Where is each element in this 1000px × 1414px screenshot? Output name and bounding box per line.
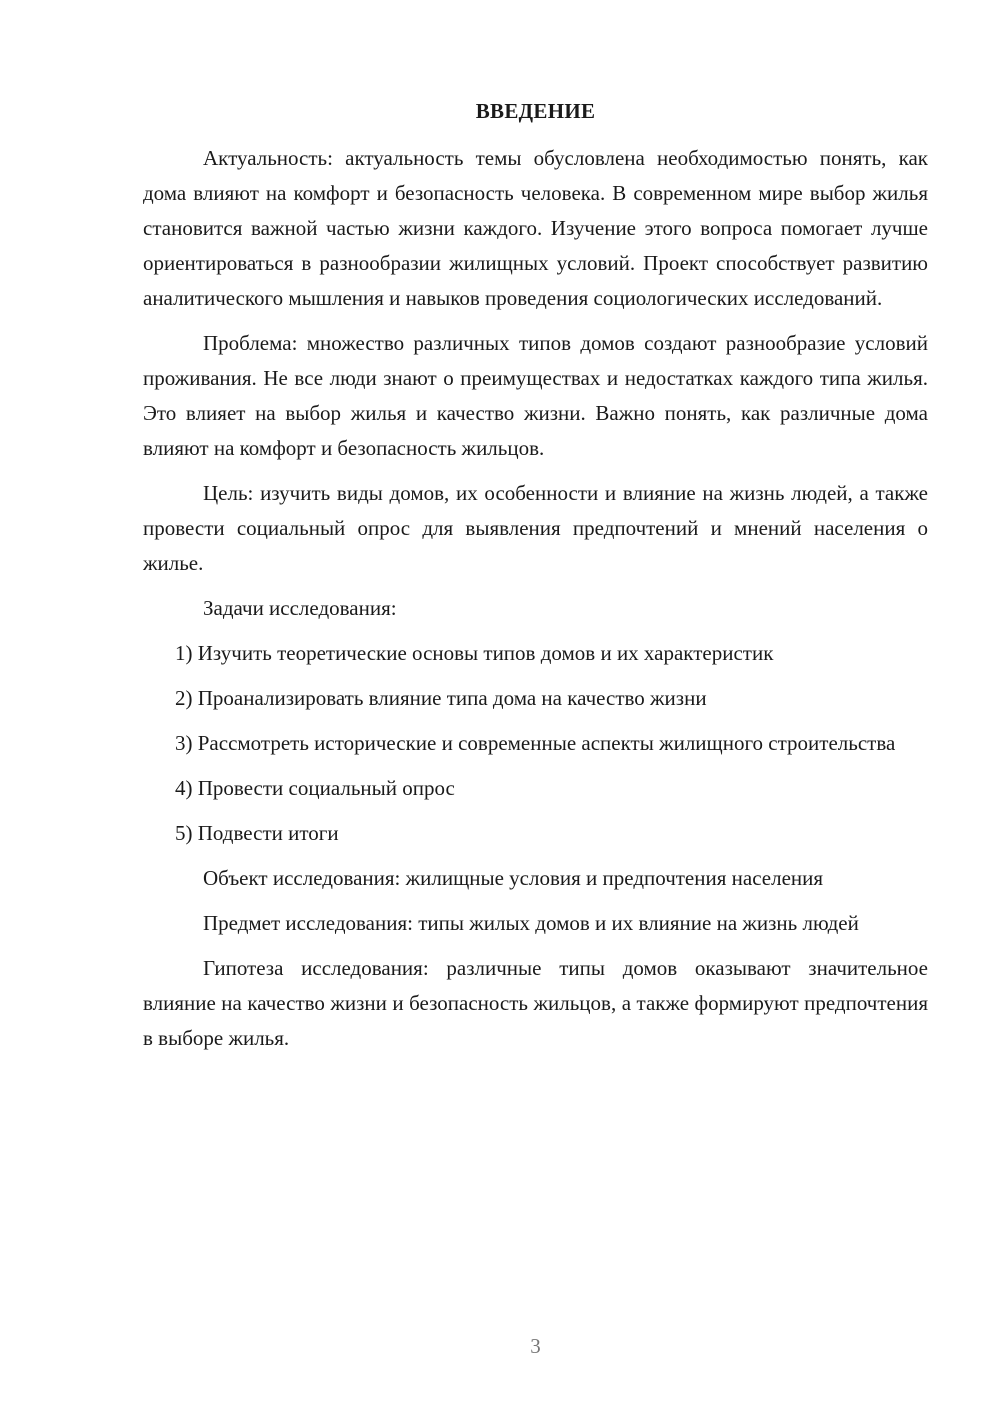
subject-paragraph: Предмет исследования: типы жилых домов и их влияние на жизнь людей	[203, 911, 859, 935]
relevance-paragraph: Актуальность: актуальность темы обусловлена необходимостью понять, как дома влияют на комфорт и безопасность человека. В современном мире выбор жилья становится важной частью жизни каждого. Изучение этого вопроса помогает лучше ориентироваться в разнообразии жилищных условий. Проект способствует развитию аналитического мышления и навыков проведения социологических исследований.	[143, 146, 928, 310]
task-item: 3) Рассмотреть исторические и современные аспекты жилищного строительства	[175, 731, 896, 755]
page-number: 3	[530, 1334, 541, 1358]
hypothesis-paragraph: Гипотеза исследования: различные типы домов оказывают значительное влияние на качество жизни и безопасность жильцов, а также формируют предпочтения в выборе жилья.	[143, 956, 928, 1050]
section-title: ВВЕДЕНИЕ	[475, 99, 596, 123]
goal-paragraph: Цель: изучить виды домов, их особенности и влияние на жизнь людей, а также провести социальный опрос для выявления предпочтений и мнений населения о жилье.	[143, 481, 928, 575]
tasks-heading: Задачи исследования:	[203, 596, 397, 620]
task-item: 1) Изучить теоретические основы типов домов и их характеристик	[175, 641, 774, 665]
task-item: 2) Проанализировать влияние типа дома на качество жизни	[175, 686, 707, 710]
task-item: 4) Провести социальный опрос	[175, 776, 455, 800]
problem-paragraph: Проблема: множество различных типов домов создают разнообразие условий проживания. Не все люди знают о преимуществах и недостатках каждого типа жилья. Это влияет на выбор жилья и качество жизни. Важно понять, как различные дома влияют на комфорт и безопасность жильцов.	[143, 331, 928, 460]
object-paragraph: Объект исследования: жилищные условия и предпочтения населения	[203, 866, 824, 890]
task-item: 5) Подвести итоги	[175, 821, 339, 845]
document-body	[143, 141, 928, 1056]
